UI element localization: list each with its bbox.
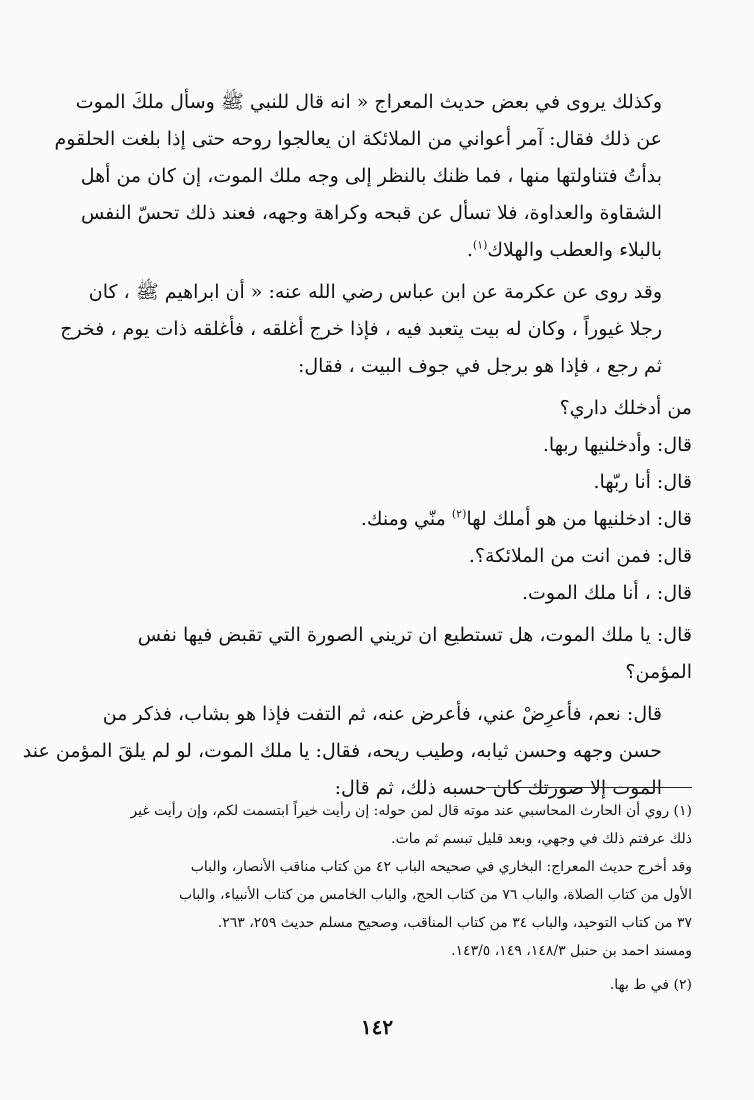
text-fragment: قال: ادخلنيها من هو أملك لها	[466, 508, 692, 530]
text-line: حسن وجهه وحسن ثيابه، وطيب ريحه، فقال: يا ملك الموت، لو لم يلقَ المؤمن عند	[22, 740, 662, 762]
paragraph-miraj	[54, 84, 692, 269]
dialog-line: قال: أنا ربّها.	[593, 471, 692, 493]
text-line: قال: يا ملك الموت، هل تستطيع ان تريني الصورة التي تقبض فيها نفس	[137, 624, 692, 646]
footnote-ref-1[interactable]: (١)	[472, 238, 488, 252]
text-line: الشقاوة والعداوة، فلا تسأل عن قبحه وكراهة وجهه، فعند ذلك تحسّ النفس	[80, 202, 662, 224]
text-line: المؤمن؟	[625, 661, 692, 683]
period: .	[466, 239, 473, 261]
paragraph-question	[62, 617, 692, 691]
dialog-line	[62, 501, 692, 538]
footnote-1-line: الأول من كتاب الصلاة، والباب ٧٦ من كتاب الحج، والباب الخامس من كتاب الأنبياء، والباب	[178, 887, 692, 903]
dialog-line: قال: وأدخلنيها ربها.	[542, 434, 692, 456]
text-line: ثم رجع ، فإذا هو برجل في جوف البيت ، فقال:	[297, 355, 662, 377]
footnote-1-line: ومسند احمد بن حنبل ١٤٨/٣، ١٤٩، ١٤٣/٥.	[451, 943, 692, 959]
dialog-line: قال: ، أنا ملك الموت.	[522, 582, 692, 604]
dialog-line: من أدخلك داري؟	[559, 397, 692, 419]
text-line: رجلا غيوراً ، وكان له بيت يتعبد فيه ، فإذا خرج أغلقه ، فأغلقه ذات يوم ، فخرج	[60, 318, 662, 340]
text-line: قال: نعم، فأعرِضْ عني، فأعرض عنه، ثم التفت فإذا هو بشاب، فذكر من	[102, 703, 662, 725]
text-line: وقد روى عن عكرمة عن ابن عباس رضي الله عنه: « أن ابراهيم ﷺ ، كان	[88, 281, 662, 303]
paragraph-ikrima	[62, 274, 692, 385]
main-text	[22, 84, 692, 812]
text-line: الموت إلا صورتك كان حسبه ذلك، ثم قال:	[334, 777, 662, 799]
paragraph-answer	[22, 696, 692, 807]
text-fragment: بالبلاء والعطب والهلاك	[487, 239, 662, 261]
text-line	[62, 232, 692, 269]
text-line: عن ذلك فقال: آمر أعواني من الملائكة ان يعالجوا روحه حتى إذا بلغت الحلقوم	[54, 128, 662, 150]
text-line: بدأتُ فتناولتها منها ، فما ظنك بالنظر إلى وجه ملك الموت، إن كان من أهل	[80, 165, 662, 187]
footnote-2: (٢) في ط بها.	[609, 977, 692, 993]
page-number: ١٤٢	[360, 1015, 394, 1039]
footnotes	[62, 797, 692, 999]
dialogue	[62, 390, 692, 612]
text-line: وكذلك يروى في بعض حديث المعراج « انه قال للنبي ﷺ وسأل ملكَ الموت	[75, 91, 662, 113]
footnote-1-line: ٣٧ من كتاب التوحيد، والباب ٣٤ من كتاب المناقب، وصحيح مسلم حديث ٢٥٩، ٢٦٣.	[217, 915, 692, 931]
text-fragment: منّي ومنك.	[360, 508, 452, 530]
footnote-divider	[486, 787, 692, 788]
footnote-1-line: (١) روي أن الحارث المحاسبي عند موته قال لمن حوله: إن رأيت خيراً ابتسمت لكم، وإن رأيت غير	[130, 803, 692, 819]
dialog-line: قال: فمن انت من الملائكة؟.	[468, 545, 692, 567]
footnote-ref-2[interactable]: (٢)	[451, 507, 467, 521]
footnote-1-line: وقد أخرج حديث المعراج: البخاري في صحيحه الباب ٤٢ من كتاب مناقب الأنصار، والباب	[190, 859, 692, 875]
footnote-1-line: ذلك عرفتم ذلك في وجهي، وبعد قليل تبسم ثم مات.	[391, 831, 692, 847]
